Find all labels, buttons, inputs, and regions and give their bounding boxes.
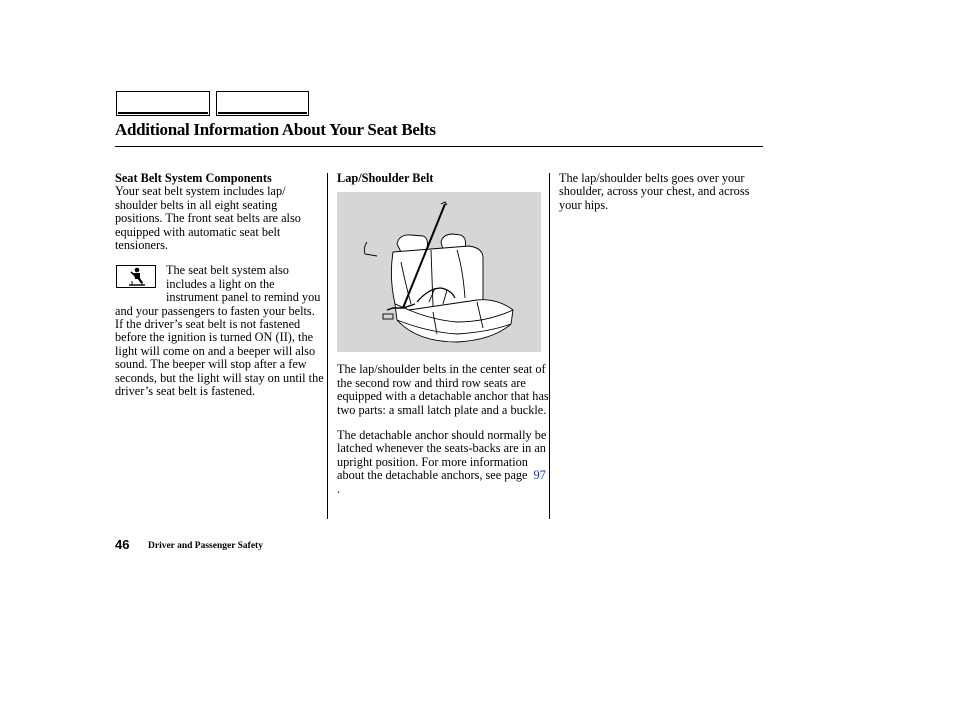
paragraph: The seat belt system also includes a light on the instrument panel to remind you and your passengers to fasten your belts. If the driver’s seat belt is not fastened before the ignition is turned ON (II), the light will come on and a beeper will also sound. The beeper will stop after a few seconds, but the light will stay on until the driver’s seat belt is fastened.: [115, 263, 324, 399]
title-divider: [115, 146, 763, 147]
paragraph: The lap/shoulder belts goes over your shoulder, across your chest, and across your hips.: [559, 171, 750, 212]
column-belt-description: [559, 172, 759, 212]
section-heading: Lap/Shoulder Belt: [337, 171, 434, 185]
rear-seat-belt-drawing: [337, 192, 541, 352]
header-tab-1: [116, 91, 210, 116]
paragraph: The lap/shoulder belts in the center seat of the second row and third row seats are equipped with a detachable anchor that has two parts: a small latch plate and a buckle.: [337, 362, 549, 417]
column-lap-shoulder-belt: [337, 172, 549, 496]
paragraph-with-link: The detachable anchor should normally be latched whenever the seats-backs are in an upright position. For more information about the detachable anchors, see page 97 .: [337, 428, 547, 496]
section-footer: Driver and Passenger Safety: [148, 541, 263, 551]
column-seat-belt-components: [115, 172, 325, 399]
page-number: 46: [115, 537, 130, 552]
seatbelt-reminder-icon: [116, 265, 156, 288]
paragraph: Your seat belt system includes lap/ shoulder belts in all eight seating positions. The front seat belts are also equipped with automatic seat belt tensioners.: [115, 184, 301, 253]
column-divider-1: [327, 173, 328, 519]
column-divider-2: [549, 173, 550, 519]
seat-illustration: [337, 192, 541, 352]
page-title: Additional Information About Your Seat Belts: [115, 120, 436, 139]
page-reference-link[interactable]: 97: [533, 468, 546, 483]
section-heading: Seat Belt System Components: [115, 171, 272, 185]
header-tab-2: [216, 91, 309, 116]
